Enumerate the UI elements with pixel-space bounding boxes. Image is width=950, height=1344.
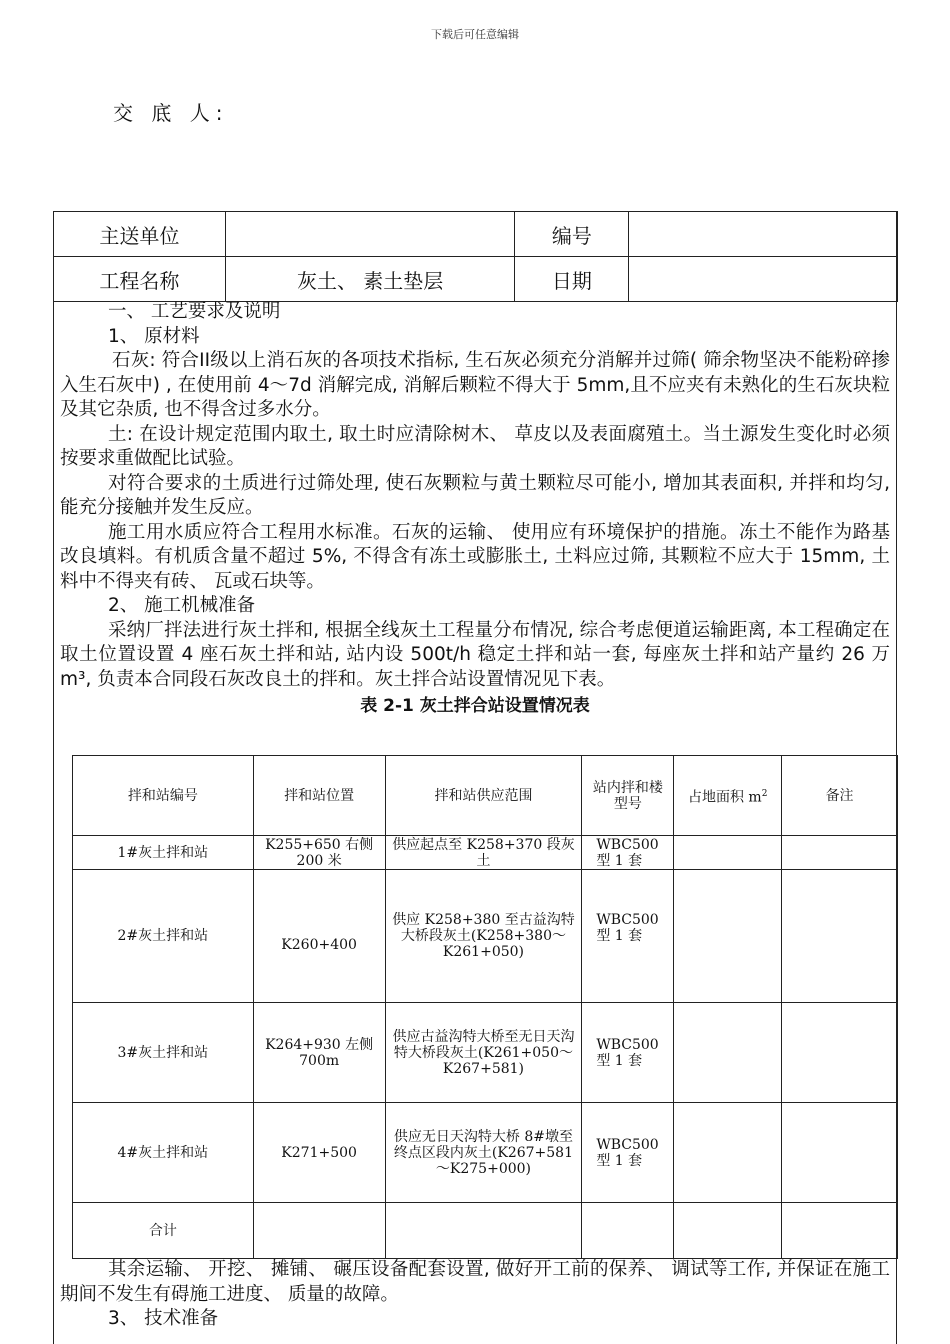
station-location: K255+650 右侧 200 米 [253, 836, 385, 870]
station-area [674, 1003, 782, 1103]
paragraph-sieve: 对符合要求的土质进行过筛处理, 使石灰颗粒与黄土颗粒尽可能小, 增加其表面积, 并拌和均匀, 能充分接触并发生反应。 [60, 472, 890, 518]
body-text [60, 300, 890, 719]
table-row [73, 870, 898, 1003]
station-model: WBC500 型 1 套 [582, 836, 674, 870]
section-heading-1: 一、 工艺要求及说明 [108, 301, 281, 322]
header-range: 拌和站供应范围 [385, 756, 582, 836]
header-note: 下载后可任意编辑 [431, 28, 519, 41]
subsection-heading-3: 3、 技术准备 [108, 1308, 219, 1329]
station-id: 3#灰土拌和站 [73, 1003, 254, 1103]
station-note [782, 836, 898, 870]
station-note [782, 1103, 898, 1203]
paragraph-other-equipment: 其余运输、 开挖、 摊铺、 碾压设备配套设置, 做好开工前的保养、 调试等工作, 并保证在施工期间不发生有碍施工进度、 质量的故障。 [60, 1259, 890, 1305]
header-model: 站内拌和楼型号 [582, 756, 674, 836]
station-table [72, 755, 898, 1259]
paragraph-water: 施工用水质应符合工程用水标准。石灰的运输、 使用应有环境保护的措施。冻土不能作为路基改良填料。有机质含量不超过 5%, 不得含有冻土或膨胀土, 土料应过筛, 其颗粒不应大于 15mm, 土料中不得夹有砖、 瓦或石块等。 [60, 521, 890, 592]
table-caption: 表 2-1 灰土拌合站设置情况表 [360, 696, 590, 716]
station-model: WBC500 型 1 套 [582, 870, 674, 1003]
date-label: 日期 [515, 257, 629, 302]
station-area [674, 836, 782, 870]
paragraph-mixing: 采纳厂拌法进行灰土拌和, 根据全线灰土工程量分布情况, 综合考虑便道运输距离, 本工程确定在取土位置设置 4 座石灰土拌和站, 站内设 500t/h 稳定土拌和站一套, 每座灰土拌和站产量约 26 万 m³, 负责本合同段石灰改良土的拌和。灰土拌合站设置情况见下表。 [60, 619, 890, 690]
station-location: K260+400 [253, 870, 385, 1003]
station-location: K271+500 [253, 1103, 385, 1203]
info-row-project [54, 257, 898, 302]
number-value [629, 212, 898, 257]
station-model: WBC500 型 1 套 [582, 1003, 674, 1103]
total-cell [385, 1203, 582, 1259]
paragraph-lime: 石灰: 符合II级以上消石灰的各项技术指标, 生石灰必须充分消解并过筛( 筛余物坚决不能粉碎掺入生石灰中) , 在使用前 4～7d 消解完成, 消解后颗粒不得大于 5mm,且不应夹有未熟化的生石灰块粒及其它杂质, 也不得含过多水分。 [60, 350, 890, 420]
sender-label: 主送单位 [54, 212, 226, 257]
station-range: 供应 K258+380 至古益沟特大桥段灰土(K258+380～K261+050) [385, 870, 582, 1003]
total-cell [582, 1203, 674, 1259]
table-row-total [73, 1203, 898, 1259]
table-row [73, 1003, 898, 1103]
total-label: 合计 [73, 1203, 254, 1259]
project-label: 工程名称 [54, 257, 226, 302]
number-label: 编号 [515, 212, 629, 257]
info-table [53, 211, 898, 302]
signer-label: 交 底 人: [113, 101, 229, 125]
header-location: 拌和站位置 [253, 756, 385, 836]
station-id: 2#灰土拌和站 [73, 870, 254, 1003]
station-location: K264+930 左侧 700m [253, 1003, 385, 1103]
station-id: 4#灰土拌和站 [73, 1103, 254, 1203]
header-area-sup: 2 [761, 788, 768, 799]
subsection-heading-2: 2、 施工机械准备 [108, 595, 256, 616]
header-area [674, 756, 782, 836]
station-model: WBC500 型 1 套 [582, 1103, 674, 1203]
project-value: 灰土、 素土垫层 [225, 257, 515, 302]
station-area [674, 870, 782, 1003]
station-id: 1#灰土拌和站 [73, 836, 254, 870]
total-cell [253, 1203, 385, 1259]
sender-value [225, 212, 515, 257]
after-table-text [60, 1258, 890, 1332]
table-row [73, 1103, 898, 1203]
station-table-header [73, 756, 898, 836]
subsection-heading-1: 1、 原材料 [108, 325, 200, 347]
station-area [674, 1103, 782, 1203]
paragraph-soil: 土: 在设计规定范围内取土, 取土时应清除树木、 草皮以及表面腐殖土。当土源发生变化时必须按要求重做配比试验。 [60, 423, 890, 469]
header-area-text: 占地面积 m [687, 789, 762, 806]
info-row-sender [54, 212, 898, 257]
station-note [782, 870, 898, 1003]
total-cell [782, 1203, 898, 1259]
station-range: 供应起点至 K258+370 段灰土 [385, 836, 582, 870]
header-station-id: 拌和站编号 [73, 756, 254, 836]
station-note [782, 1003, 898, 1103]
total-cell [674, 1203, 782, 1259]
table-row [73, 836, 898, 870]
header-note: 备注 [782, 756, 898, 836]
date-value [629, 257, 898, 302]
station-range: 供应古益沟特大桥至无日天沟特大桥段灰土(K261+050～K267+581) [385, 1003, 582, 1103]
station-range: 供应无日天沟特大桥 8#墩至终点区段内灰土(K267+581～K275+000) [385, 1103, 582, 1203]
